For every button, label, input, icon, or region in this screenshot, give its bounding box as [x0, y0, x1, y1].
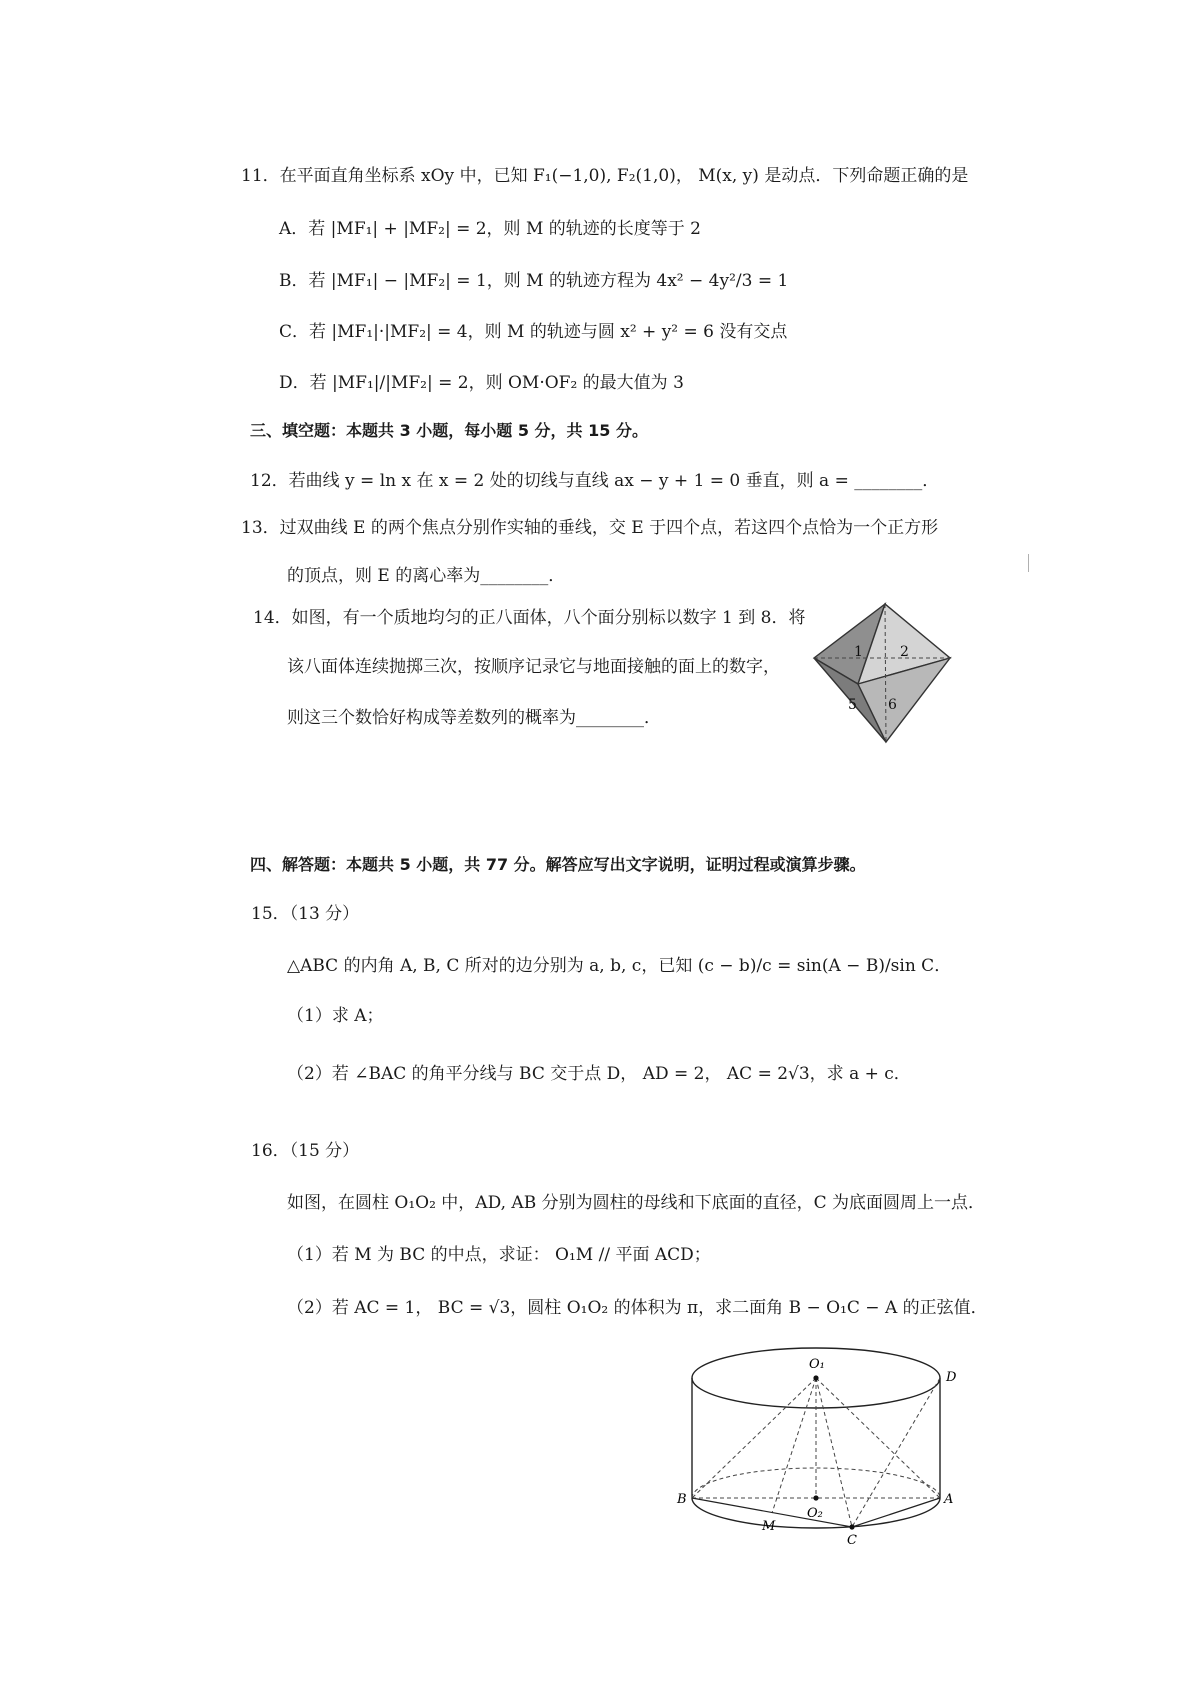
q13-line2: 的顶点，则 E 的离心率为________．	[287, 566, 566, 586]
q16-stem: 如图，在圆柱 O₁O₂ 中，AD, AB 分别为圆柱的母线和下底面的直径，C 为底面圆周上一点．	[287, 1193, 986, 1213]
q15-part1: （1）求 A；	[287, 1006, 384, 1026]
label-d: D	[946, 1370, 956, 1385]
point-o2	[813, 1495, 818, 1500]
label-c: C	[847, 1533, 857, 1548]
q16-title: 16．（15 分）	[251, 1141, 360, 1161]
label-b: B	[677, 1492, 687, 1507]
q11-option-a: A．若 |MF₁| + |MF₂| = 2，则 M 的轨迹的长度等于 2	[279, 219, 701, 239]
q11-option-c: C．若 |MF₁|·|MF₂| = 4，则 M 的轨迹与圆 x² + y² = 6 没有交点	[279, 322, 788, 342]
q11-option-d: D．若 |MF₁|/|MF₂| = 2，则 OM·OF₂ 的最大值为 3	[279, 373, 684, 393]
q15-part2: （2）若 ∠BAC 的角平分线与 BC 交于点 D， AD = 2， AC = 2√3，求 a + c．	[287, 1064, 911, 1084]
q15-stem: △ABC 的内角 A, B, C 所对的边分别为 a, b, c，已知 (c − b)/c = sin(A − B)/sin C．	[287, 956, 952, 976]
segment-o1b	[692, 1378, 816, 1498]
q14-line3: 则这三个数恰好构成等差数列的概率为________．	[287, 708, 661, 728]
label-o2: O₂	[807, 1506, 823, 1521]
q15-title: 15．（13 分）	[251, 904, 360, 924]
segment-o1a	[816, 1378, 940, 1498]
segment-o1m	[772, 1378, 816, 1513]
q14-line2: 该八面体连续抛掷三次，按顺序记录它与地面接触的面上的数字，	[287, 657, 780, 677]
q12-text: 12．若曲线 y = ln x 在 x = 2 处的切线与直线 ax − y + 1 = 0 垂直，则 a = ________．	[250, 471, 940, 491]
point-c	[849, 1524, 854, 1529]
q14-line1: 14．如图，有一个质地均匀的正八面体，八个面分别标以数字 1 到 8．将	[253, 608, 806, 628]
face-label-6: 6	[888, 697, 897, 713]
q11-stem: 11．在平面直角坐标系 xOy 中，已知 F₁(−1,0), F₂(1,0)， M(x, y) 是动点．下列命题正确的是	[241, 166, 969, 186]
label-a: A	[944, 1492, 954, 1507]
section-3-heading: 三、填空题：本题共 3 小题，每小题 5 分，共 15 分。	[250, 421, 648, 440]
q11-option-b: B．若 |MF₁| − |MF₂| = 1，则 M 的轨迹方程为 4x² − 4y²/3 = 1	[279, 271, 789, 291]
point-o1	[813, 1375, 818, 1380]
label-o1: O₁	[809, 1357, 825, 1372]
face-label-2: 2	[900, 644, 909, 660]
q16-part2: （2）若 AC = 1， BC = √3，圆柱 O₁O₂ 的体积为 π，求二面角 B − O₁C − A 的正弦值．	[287, 1298, 988, 1318]
q16-part1: （1）若 M 为 BC 的中点，求证： O₁M // 平面 ACD；	[287, 1245, 711, 1265]
q13-line1: 13．过双曲线 E 的两个焦点分别作实轴的垂线，交 E 于四个点，若这四个点恰为一个正方形	[241, 518, 939, 538]
section-4-heading: 四、解答题：本题共 5 小题，共 77 分。解答应写出文字说明，证明过程或演算步骤。	[250, 855, 866, 874]
label-m: M	[762, 1519, 776, 1534]
margin-mark	[1028, 554, 1029, 572]
face-label-1: 1	[854, 644, 863, 660]
segment-o1c	[816, 1378, 852, 1527]
segment-ca	[852, 1498, 940, 1527]
face-label-5: 5	[848, 697, 857, 713]
cylinder-figure	[676, 1338, 956, 1563]
octahedron-figure	[808, 596, 958, 748]
